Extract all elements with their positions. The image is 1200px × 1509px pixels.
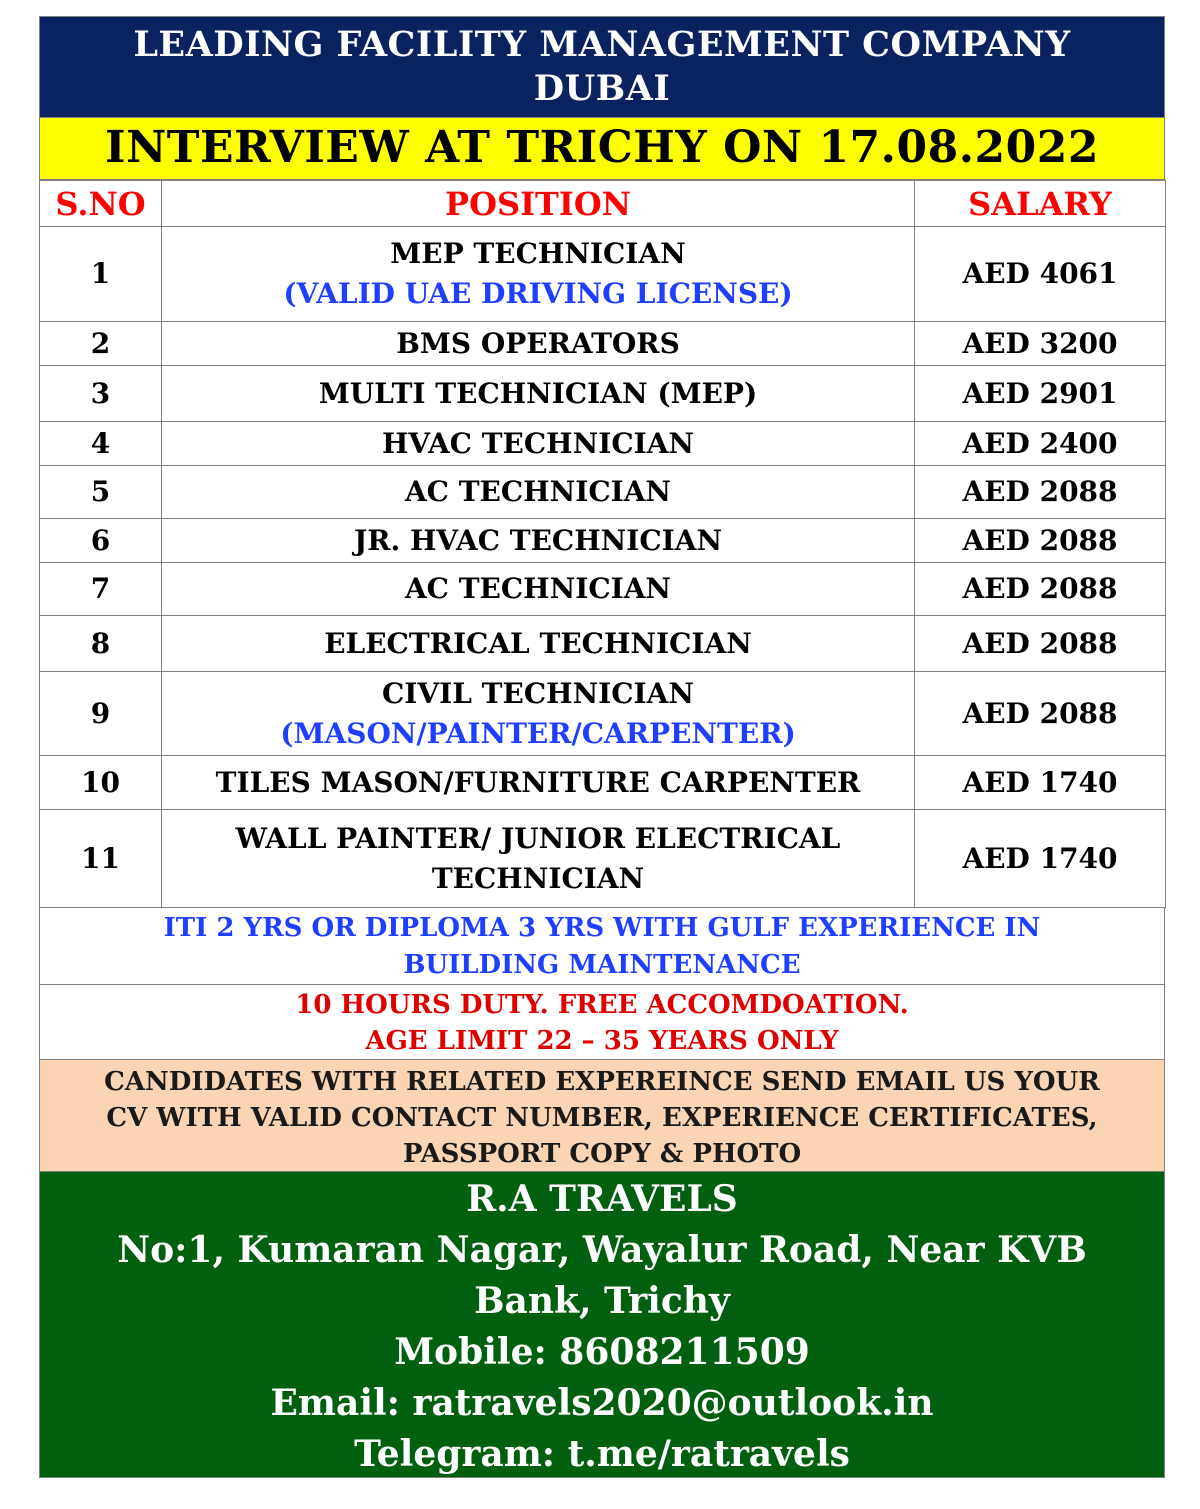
position-cell: [162, 810, 915, 908]
position-cell: [162, 519, 915, 563]
position-title: ELECTRICAL TECHNICIAN: [324, 626, 752, 660]
sno-cell: 6: [40, 519, 162, 563]
sno-cell: 2: [40, 322, 162, 366]
position-note: (MASON/PAINTER/CARPENTER): [280, 716, 796, 750]
duty-accommodation: 10 HOURS DUTY. FREE ACCOMDOATION.: [295, 990, 909, 1020]
position-cell: [162, 422, 915, 466]
sno-cell: 7: [40, 563, 162, 616]
position-header: POSITION: [162, 181, 915, 227]
position-title: MEP TECHNICIAN: [390, 237, 686, 270]
position-title: TILES MASON/FURNITURE CARPENTER: [215, 765, 861, 799]
table-row: [40, 227, 1166, 322]
table-row: [40, 519, 1166, 563]
salary-cell: AED 2088: [915, 519, 1166, 563]
salary-cell: AED 2400: [915, 422, 1166, 466]
position-note: (VALID UAE DRIVING LICENSE): [283, 277, 793, 310]
salary-cell: AED 2088: [915, 563, 1166, 616]
company-title: LEADING FACILITY MANAGEMENT COMPANY: [133, 24, 1071, 65]
positions-table: [39, 180, 1166, 908]
company-header: [39, 16, 1165, 118]
qualifications: [39, 908, 1165, 985]
salary-cell: AED 1740: [915, 756, 1166, 810]
application-instructions: [39, 1060, 1165, 1172]
contact-block: [39, 1172, 1165, 1478]
position-cell: [162, 563, 915, 616]
table-row: [40, 616, 1166, 672]
interview-banner: INTERVIEW AT TRICHY ON 17.08.2022: [39, 118, 1165, 180]
position-title: JR. HVAC TECHNICIAN: [353, 523, 723, 557]
company-location: DUBAI: [533, 68, 671, 109]
sno-cell: 4: [40, 422, 162, 466]
sno-cell: 8: [40, 616, 162, 672]
salary-cell: AED 2088: [915, 616, 1166, 672]
position-title: WALL PAINTER/ JUNIOR ELECTRICAL TECHNICIAN: [235, 821, 841, 895]
table-row: [40, 322, 1166, 366]
salary-cell: AED 2088: [915, 672, 1166, 756]
position-cell: [162, 322, 915, 366]
table-row: [40, 422, 1166, 466]
position-title: CIVIL TECHNICIAN: [382, 676, 694, 710]
position-cell: [162, 466, 915, 519]
instructions-line-2: CV WITH VALID CONTACT NUMBER, EXPERIENCE CERTIFICATES,: [106, 1103, 1098, 1133]
sno-header: S.NO: [40, 181, 162, 227]
salary-header: SALARY: [915, 181, 1166, 227]
position-title: AC TECHNICIAN: [404, 475, 672, 508]
age-limit: AGE LIMIT 22 – 35 YEARS ONLY: [365, 1026, 839, 1056]
sno-cell: 5: [40, 466, 162, 519]
instructions-line-1: CANDIDATES WITH RELATED EXPEREINCE SEND EMAIL US YOUR: [104, 1067, 1100, 1097]
salary-cell: AED 2088: [915, 466, 1166, 519]
telegram-link: Telegram: t.me/ratravels: [354, 1433, 850, 1475]
sno-cell: 1: [40, 227, 162, 322]
qualifications-line-2: BUILDING MAINTENANCE: [403, 950, 801, 980]
table-row: [40, 563, 1166, 616]
table-row: [40, 466, 1166, 519]
salary-cell: AED 1740: [915, 810, 1166, 908]
mobile-number: Mobile: 8608211509: [394, 1331, 810, 1373]
sno-cell: 10: [40, 756, 162, 810]
sno-cell: 9: [40, 672, 162, 756]
qualifications-line-1: ITI 2 YRS OR DIPLOMA 3 YRS WITH GULF EXPERIENCE IN: [163, 913, 1041, 943]
position-title: BMS OPERATORS: [396, 326, 680, 360]
salary-cell: AED 2901: [915, 366, 1166, 422]
position-title: AC TECHNICIAN: [404, 572, 672, 605]
position-title: HVAC TECHNICIAN: [381, 426, 695, 460]
table-header-row: [40, 181, 1166, 227]
salary-cell: AED 4061: [915, 227, 1166, 322]
position-cell: [162, 227, 915, 322]
position-cell: [162, 616, 915, 672]
sno-cell: 3: [40, 366, 162, 422]
position-cell: [162, 672, 915, 756]
position-title: MULTI TECHNICIAN (MEP): [318, 376, 758, 410]
table-row: [40, 756, 1166, 810]
sno-cell: 11: [40, 810, 162, 908]
email-address: Email: ratravels2020@outlook.in: [270, 1382, 934, 1424]
agency-name: R.A TRAVELS: [466, 1178, 738, 1220]
table-row: [40, 366, 1166, 422]
salary-cell: AED 3200: [915, 322, 1166, 366]
table-row: [40, 672, 1166, 756]
job-flyer: [39, 16, 1165, 1478]
table-row: [40, 810, 1166, 908]
address-line-1: No:1, Kumaran Nagar, Wayalur Road, Near KVB: [117, 1229, 1087, 1271]
position-cell: [162, 756, 915, 810]
position-cell: [162, 366, 915, 422]
job-terms: [39, 985, 1165, 1060]
instructions-line-3: PASSPORT COPY & PHOTO: [402, 1139, 802, 1169]
address-line-2: Bank, Trichy: [474, 1280, 730, 1322]
